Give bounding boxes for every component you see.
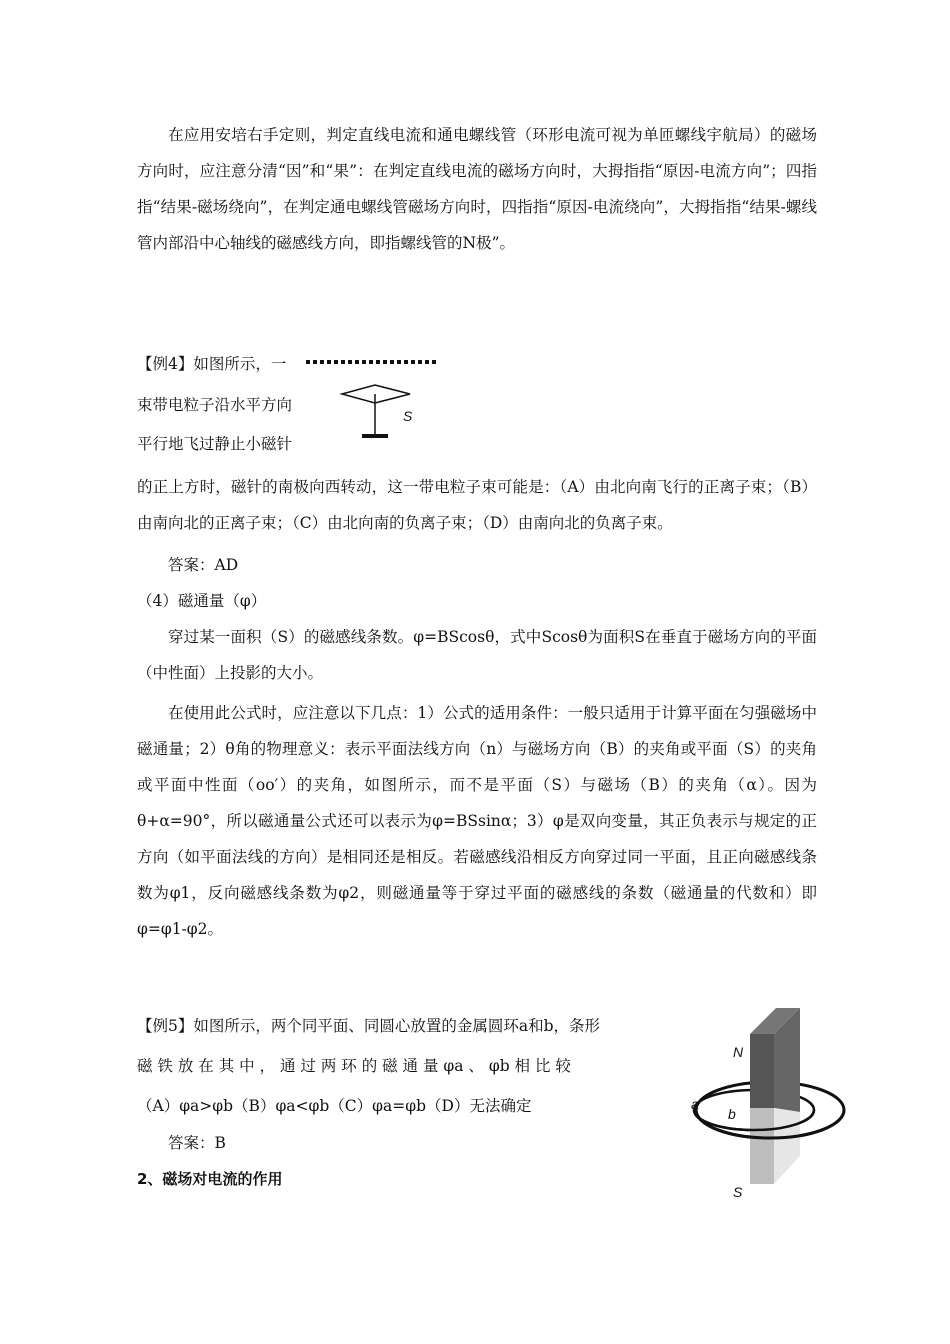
compass-needle xyxy=(342,385,410,403)
ampere-rule-paragraph: 在应用安培右手定则，判定直线电流和通电螺线管（环形电流可视为单匝螺线宇航局）的磁场方向时，应注意分清“因”和“果”：在判定直线电流的磁场方向时，大拇指指“原因-电流方向”；四指指“结果-磁场绕向”，在判定通电螺线管磁场方向时，四指指“原因-电流绕向”，大拇指指“结果-螺线管内部沿中心轴线的磁感线方向，即指螺线管的N极”。 xyxy=(137,126,817,252)
ring-a-label: a xyxy=(691,1096,699,1112)
magnet-south-pole xyxy=(750,1108,774,1184)
magnet-north-pole xyxy=(750,1034,774,1108)
example5-line2: 磁 铁 放 在 其 中 ， 通 过 两 环 的 磁 通 量 φa 、 φb 相 比 较 xyxy=(137,1057,571,1075)
flux-definition: 穿过某一面积（S）的磁感线条数。φ=BScosθ，式中Scosθ为面积S在垂直于磁场方向的平面（中性面）上投影的大小。 xyxy=(137,628,817,682)
magnet-rings-figure xyxy=(690,1000,850,1200)
flux-heading: （4）磁通量（φ） xyxy=(137,592,267,610)
example4-line2: 束带电粒子沿水平方向 xyxy=(137,396,293,414)
compass-s-label: S xyxy=(403,408,413,424)
magnet-n-label: N xyxy=(733,1044,744,1060)
example5-answer: 答案：B xyxy=(168,1134,226,1152)
example5-options: （A）φa>φb（B）φa<φb（C）φa=φb（D）无法确定 xyxy=(137,1097,532,1115)
example5-line1: 【例5】如图所示，两个同平面、同圆心放置的金属圆环a和b，条形 xyxy=(137,1017,601,1035)
example4-options: 的正上方时，磁针的南极向西转动，这一带电粒子束可能是：（A）由北向南飞行的正离子束；（B）由南向北的正离子束；（C）由北向南的负离子束；（D）由南向北的负离子束。 xyxy=(137,478,817,532)
example4-line1: 【例4】如图所示，一 xyxy=(137,355,287,373)
magnet-s-label: S xyxy=(733,1184,743,1200)
compass-needle-figure xyxy=(300,352,450,442)
example4-line3: 平行地飞过静止小磁针 xyxy=(137,435,293,453)
example4-answer: 答案：AD xyxy=(168,556,239,574)
ring-b-label: b xyxy=(728,1106,736,1122)
magnet-side-face-s xyxy=(774,1108,800,1184)
flux-notes: 在使用此公式时，应注意以下几点：1）公式的适用条件：一般只适用于计算平面在匀强磁场中磁通量；2）θ角的物理意义：表示平面法线方向（n）与磁场方向（B）的夹角或平面（S）的夹角或平面中性面（oo′）的夹角，如图所示，而不是平面（S）与磁场（B）的夹角（α）。因为θ+α=90°，所以磁通量公式还可以表示为φ=BSsinα；3）φ是双向变量，其正负表示与规定的正方向（如平面法线的方向）是相同还是相反。若磁感线沿相反方向穿过同一平面，且正向磁感线条数为φ1，反向磁感线条数为φ2，则磁通量等于穿过平面的磁感线的条数（磁通量的代数和）即φ=φ1-φ2。 xyxy=(137,704,817,938)
section2-heading: 2、磁场对电流的作用 xyxy=(137,1170,283,1188)
